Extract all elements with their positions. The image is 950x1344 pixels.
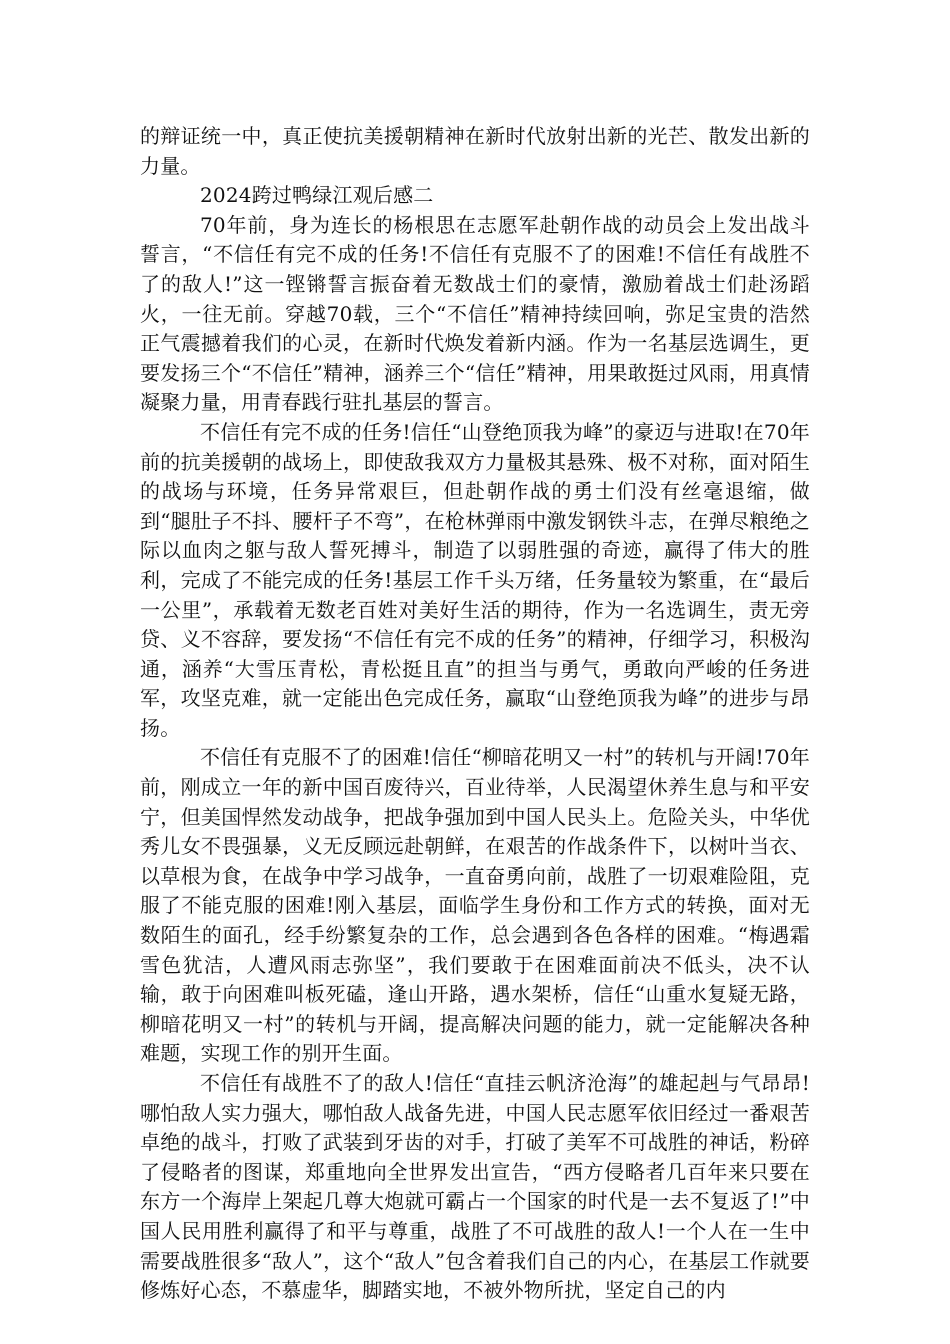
lead-paragraph: 的辩证统一中，真正使抗美援朝精神在新时代放射出新的光芒、散发出新的力量。: [140, 124, 810, 178]
body-paragraph: 不信任有克服不了的困难!信任“柳暗花明又一村”的转机与开阔!70年前，刚成立一年的新中国百废待兴，百业待举，人民渴望休养生息与和平安宁，但美国悍然发动战争，把战争强加到中国人民头上。危险关头，中华优秀儿女不畏强暴，义无反顾远赴朝鲜，在艰苦的作战条件下，以树叶当衣、以草根为食，在战争中学习战争，一直奋勇向前，战胜了一切艰难险阻，克服了不能克服的困难!刚入基层，面临学生身份和工作方式的转换，面对无数陌生的面孔，经手纷繁复杂的工作，总会遇到各色各样的困难。“梅遇霜雪色犹洁，人遭风雨志弥坚”，我们要敢于在困难面前决不低头，决不认输，敢于向困难叫板死磕，逢山开路，遇水架桥，信任“山重水复疑无路，柳暗花明又一村”的转机与开阔，提高解决问题的能力，就一定能解决各种难题，实现工作的别开生面。: [140, 745, 810, 1066]
body-paragraph: 不信任有战胜不了的敌人!信任“直挂云帆济沧海”的雄起赳与气昂昂!哪怕敌人实力强大，哪怕敌人战备先进，中国人民志愿军依旧经过一番艰苦卓绝的战斗，打败了武装到牙齿的对手，打破了美军不可战胜的神话，粉碎了侵略者的图谋，郑重地向全世界发出宣告，“西方侵略者几百年来只要在东方一个海岸上架起几尊大炮就可霸占一个国家的时代是一去不复返了!”中国人民用胜利赢得了和平与尊重，战胜了不可战胜的敌人!一个人在一生中需要战胜很多“敌人”，这个“敌人”包含着我们自己的内心，在基层工作就要修炼好心态，不慕虚华，脚踏实地，不被外物所扰，坚定自己的内: [140, 1071, 810, 1303]
document-page: [140, 122, 810, 1306]
body-paragraph: 70年前，身为连长的杨根思在志愿军赴朝作战的动员会上发出战斗誓言，“不信任有完不成的任务!不信任有克服不了的困难!不信任有战胜不了的敌人!”这一铿锵誓言振奋着无数战士们的豪情，激励着战士们赴汤蹈火，一往无前。穿越70载，三个“不信任”精神持续回响，弥足宝贵的浩然正气震撼着我们的心灵，在新时代焕发着新内涵。作为一名基层选调生，更要发扬三个“不信任”精神，涵养三个“信任”精神，用果敢挺过风雨，用真情凝聚力量，用青春践行驻扎基层的誓言。: [140, 212, 810, 415]
body-paragraph: 不信任有完不成的任务!信任“山登绝顶我为峰”的豪迈与进取!在70年前的抗美援朝的战场上，即使敌我双方力量极其悬殊、极不对称，面对陌生的战场与环境，任务异常艰巨，但赴朝作战的勇士们没有丝毫退缩，做到“腿肚子不抖、腰杆子不弯”，在枪林弹雨中激发钢铁斗志，在弹尽粮绝之际以血肉之躯与敌人誓死搏斗，制造了以弱胜强的奇迹，赢得了伟大的胜利，完成了不能完成的任务!基层工作千头万绪，任务量较为繁重，在“最后一公里”，承载着无数老百姓对美好生活的期待，作为一名选调生，责无旁贷、义不容辞，要发扬“不信任有完不成的任务”的精神，仔细学习，积极沟通，涵养“大雪压青松，青松挺且直”的担当与勇气，勇敢向严峻的任务进军，攻坚克难，就一定能出色完成任务，赢取“山登绝顶我为峰”的进步与昂扬。: [140, 419, 810, 740]
section-title: 2024跨过鸭绿江观后感二: [200, 183, 434, 208]
